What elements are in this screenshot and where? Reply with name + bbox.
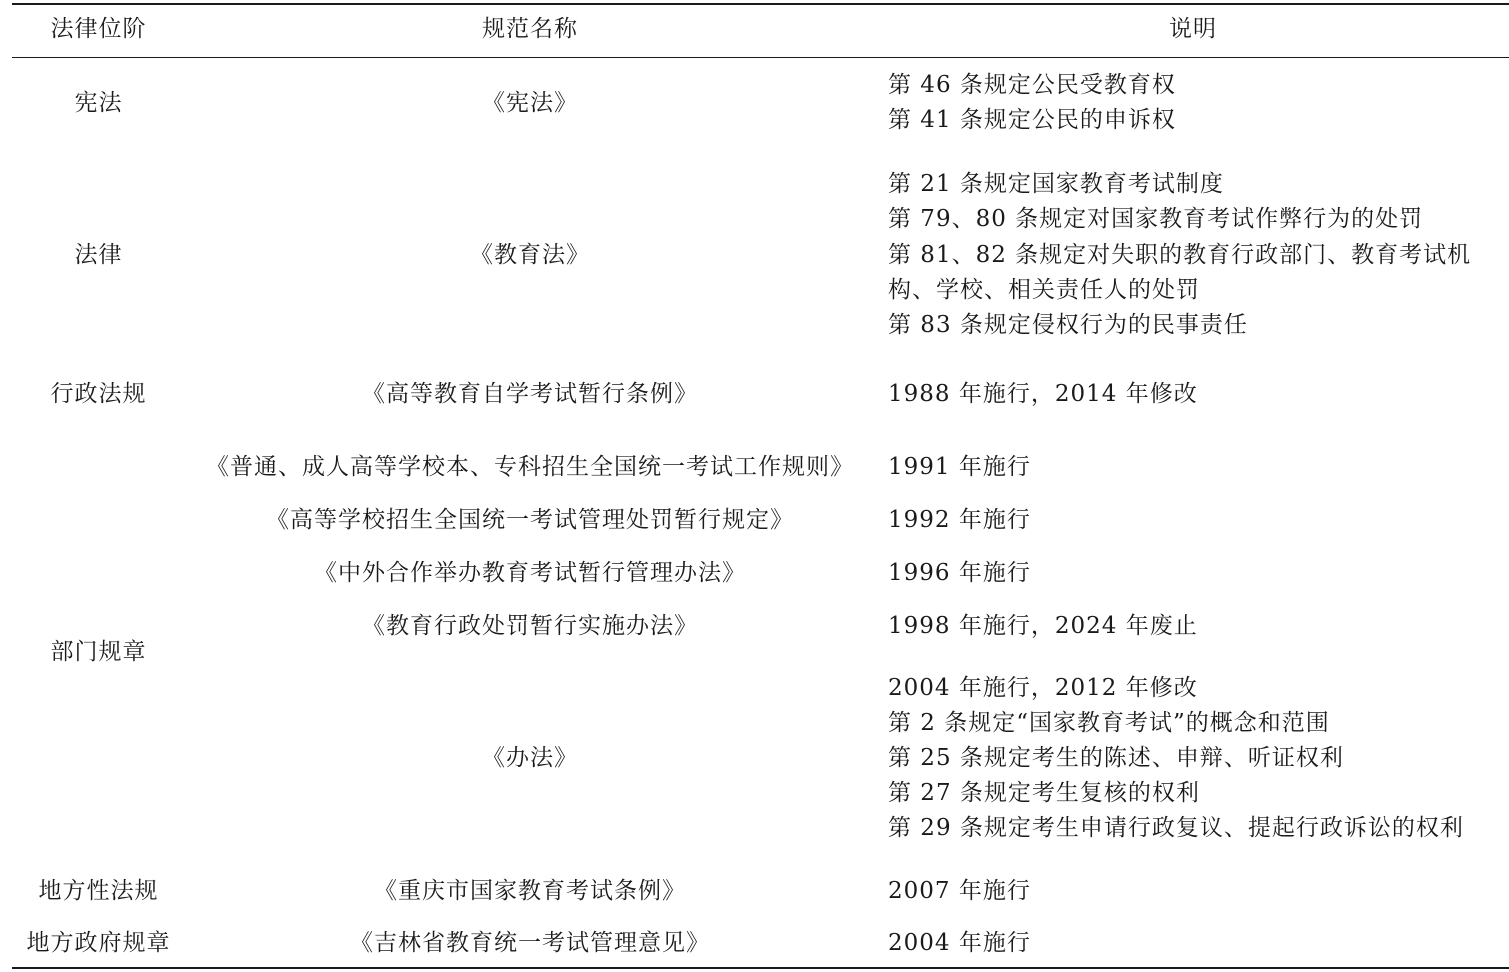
row-note: 1996 年施行 (888, 560, 1031, 586)
row-level-local-regulation: 地方性法规 (38, 878, 159, 904)
row-note: 第 81、82 条规定对失职的教育行政部门、教育考试机 (888, 242, 1472, 268)
row-note: 第 83 条规定侵权行为的民事责任 (888, 312, 1248, 338)
header-level: 法律位阶 (50, 16, 147, 42)
row-level-admin-regulation: 行政法规 (50, 381, 147, 407)
row-note: 1991 年施行 (888, 454, 1031, 480)
row-name-departmental-item: 《中外合作举办教育考试暂行管理办法》 (314, 560, 746, 586)
row-note: 第 29 条规定考生申请行政复议、提起行政诉讼的权利 (888, 815, 1464, 841)
row-name-departmental-item: 《高等学校招生全国统一考试管理处罚暂行规定》 (266, 507, 794, 533)
row-name-local-regulation: 《重庆市国家教育考试条例》 (374, 878, 686, 904)
row-note: 第 21 条规定国家教育考试制度 (888, 171, 1224, 197)
row-name-departmental-item: 《普通、成人高等学校本、专科招生全国统一考试工作规则》 (206, 454, 854, 480)
row-note: 第 27 条规定考生复核的权利 (888, 780, 1200, 806)
row-level-constitution: 宪法 (74, 90, 123, 116)
row-note: 1998 年施行，2024 年废止 (888, 613, 1198, 639)
table-header-rule (12, 57, 1509, 58)
table-top-rule (12, 3, 1509, 5)
header-name: 规范名称 (482, 16, 578, 42)
row-name-admin-regulation: 《高等教育自学考试暂行条例》 (362, 381, 698, 407)
row-name-departmental-item: 《办法》 (482, 745, 578, 771)
row-note: 第 25 条规定考生的陈述、申辩、听证权利 (888, 745, 1344, 771)
row-note: 2004 年施行 (888, 930, 1031, 956)
row-note: 1988 年施行，2014 年修改 (888, 381, 1198, 407)
row-note: 2004 年施行，2012 年修改 (888, 675, 1198, 701)
row-name-departmental-item: 《教育行政处罚暂行实施办法》 (362, 613, 698, 639)
row-note: 第 79、80 条规定对国家教育考试作弊行为的处罚 (888, 206, 1424, 232)
row-name-law: 《教育法》 (470, 242, 590, 268)
row-note: 构、学校、相关责任人的处罚 (888, 277, 1200, 303)
row-note: 1992 年施行 (888, 507, 1031, 533)
row-level-departmental-rules: 部门规章 (50, 639, 147, 665)
row-level-local-gov-rules: 地方政府规章 (26, 930, 171, 956)
row-note: 第 2 条规定“国家教育考试”的概念和范围 (888, 710, 1330, 736)
row-note: 第 46 条规定公民受教育权 (888, 72, 1176, 98)
row-name-local-gov-rules: 《吉林省教育统一考试管理意见》 (350, 930, 710, 956)
row-name-constitution: 《宪法》 (482, 90, 578, 116)
row-note: 2007 年施行 (888, 878, 1031, 904)
header-notes: 说明 (1169, 16, 1217, 42)
row-level-law: 法律 (74, 242, 123, 268)
table-bottom-rule (12, 967, 1509, 969)
row-note: 第 41 条规定公民的申诉权 (888, 107, 1176, 133)
